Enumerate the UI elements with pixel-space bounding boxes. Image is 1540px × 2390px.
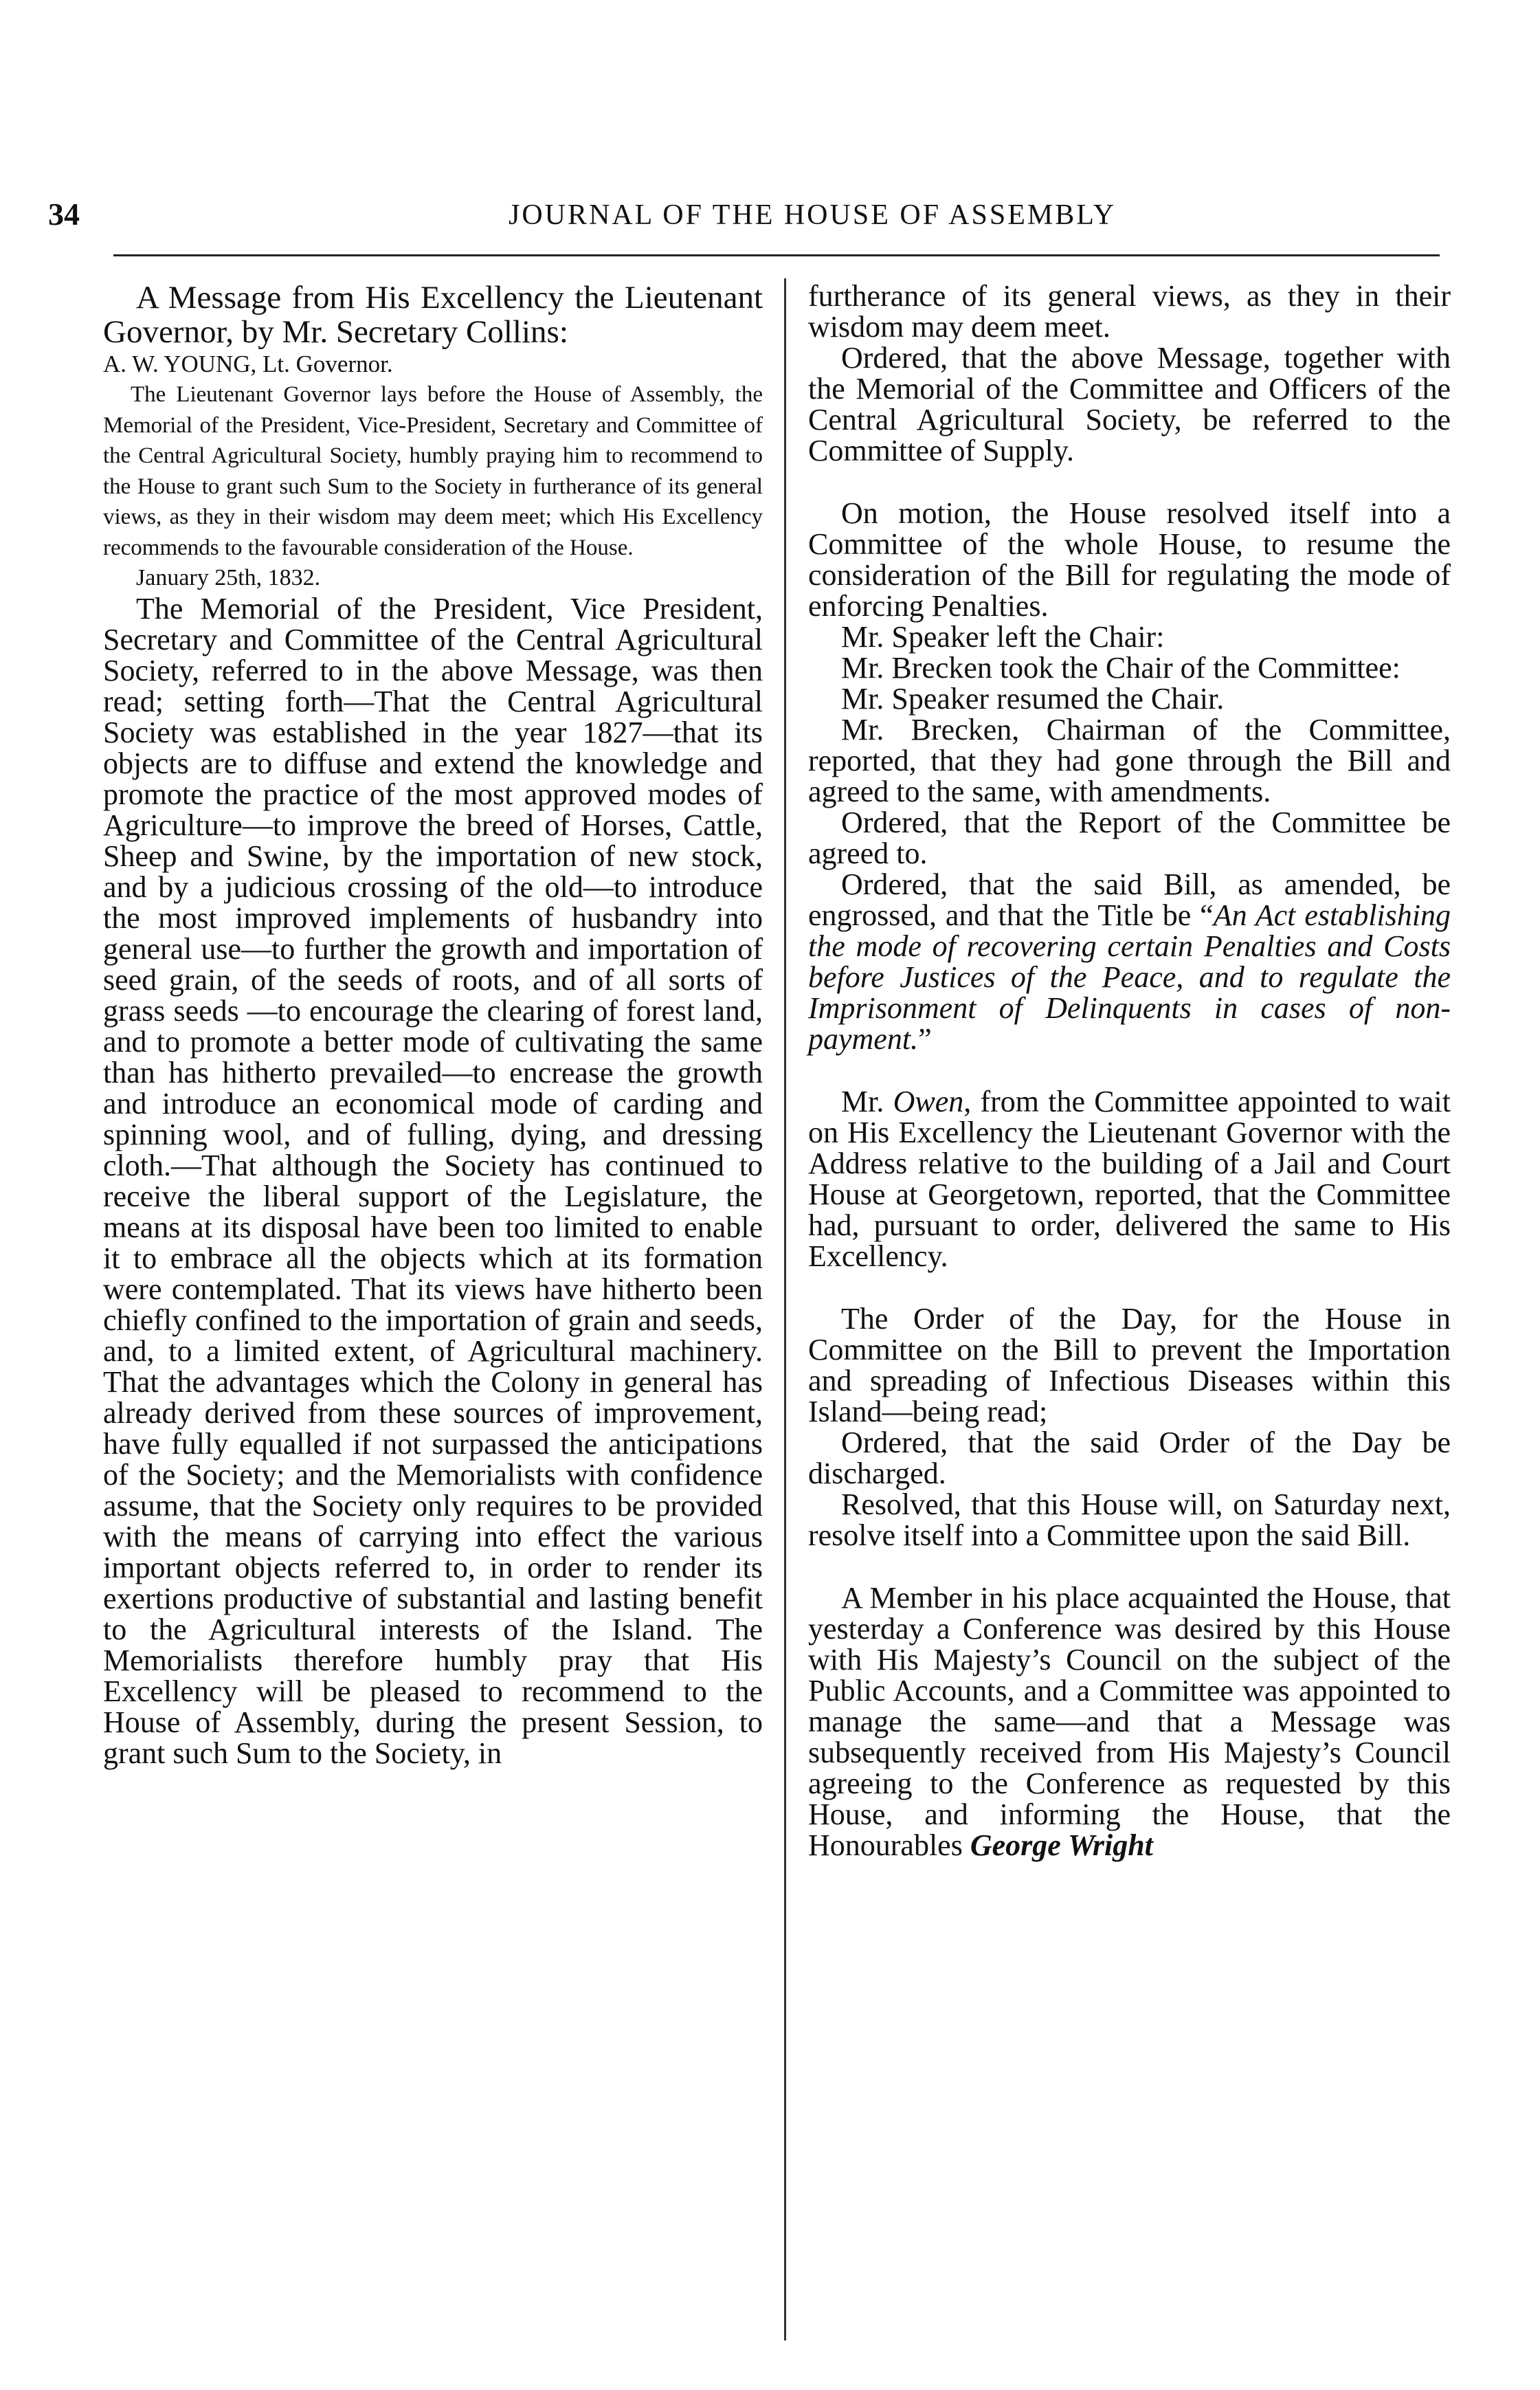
spacer bbox=[808, 1054, 1451, 1086]
owen-name: Owen bbox=[893, 1085, 964, 1118]
paragraph-continuation: furtherance of its general views, as they in their wisdom may deem meet. bbox=[808, 279, 1451, 344]
paragraph-owen-report bbox=[808, 1086, 1451, 1272]
running-head: JOURNAL OF THE HOUSE OF ASSEMBLY bbox=[509, 199, 1117, 231]
message-date: January 25th, 1832. bbox=[136, 565, 321, 590]
conference-names: George Wright bbox=[970, 1828, 1153, 1862]
conference-text: A Member in his place acquainted the House, that yesterday a Conference was desired by this House with His Majesty’s Council on the subject of the Public Accounts, and a Committee was appointed to manage the same—and that a Message was subsequently received from His Majesty’s Council agreeing to the Conference as requested by this House, and informing the House, that the Honourables bbox=[808, 1581, 1451, 1862]
owen-prefix: Mr. bbox=[841, 1085, 893, 1118]
paragraph-ordered-supply: Ordered, that the above Message, together with the Memorial of the Committee and Officers of the Central Agricultural Society, be referred to the Committee of Supply. bbox=[808, 341, 1451, 467]
paragraph-speaker-left: Mr. Speaker left the Chair: bbox=[841, 620, 1165, 654]
header-rule bbox=[113, 254, 1440, 256]
paragraph-report-agreed: Ordered, that the Report of the Committee be agreed to. bbox=[808, 806, 1451, 870]
column-divider bbox=[784, 278, 786, 2341]
spacer bbox=[808, 466, 1451, 498]
governor-signature: A. W. YOUNG, Lt. Governor. bbox=[103, 351, 393, 377]
paragraph-conference bbox=[808, 1582, 1451, 1861]
bill-title-close: ” bbox=[918, 1022, 932, 1056]
paragraph-order-discharged: Ordered, that the said Order of the Day be discharged. bbox=[808, 1426, 1451, 1490]
paragraph-bill-title bbox=[808, 869, 1451, 1054]
left-column bbox=[103, 280, 763, 1769]
owen-text: , from the Committee appointed to wait on His Excellency the Lieutenant Governor with the Address relative to the building of a Jail and Court House at Georgetown, reported, that the Committee had, pursuant to order, delivered the same to His Excellency. bbox=[808, 1085, 1451, 1273]
paragraph-brecken-report: Mr. Brecken, Chairman of the Committee, reported, that they had gone through the Bill and agreed to the same, with amendments. bbox=[808, 713, 1451, 808]
spacer bbox=[808, 1272, 1451, 1303]
paragraph-speaker-resumed: Mr. Speaker resumed the Chair. bbox=[841, 682, 1225, 716]
message-heading: A Message from His Excellency the Lieutenant Governor, by Mr. Secretary Collins: bbox=[103, 280, 763, 350]
paragraph-resolved-saturday: Resolved, that this House will, on Saturday next, resolve itself into a Committee upon the said Bill. bbox=[808, 1487, 1451, 1552]
memorial-text: The Memorial of the President, Vice President, Secretary and Committee of the Central Agricultural Society, referred to in the above Message, was then read; setting forth—That the Central Agricultural Society was established in the year 1827—that its objects are to diffuse and extend the knowledge and promote the practice of the most approved modes of Agriculture—to improve the breed of Horses, Cattle, Sheep and Swine, by the importation of new stock, and by a judicious crossing of the old—to introduce the most improved implements of husbandry into general use—to further the growth and importation of seed grain, of the seeds of roots, and of all sorts of grass seeds —to encourage the clearing of forest land, and to promote a better mode of cultivating the same than has hitherto prevailed—to encrease the growth and introduce an economical mode of carding and spinning wool, and of fulling, dying, and dressing cloth.—That although the Society has continued to receive the liberal support of the Legislature, the means at its disposal have been too limited to enable it to embrace all the objects which at its formation were contemplated. That its views have hitherto been chiefly confined to the importation of grain and seeds, and, to a limited extent, of Agricultural machinery. That the advantages which the Colony in general has already derived from these sources of improvement, have fully equalled if not surpassed the anticipations of the Society; and the Memorialists with confidence assume, that the Society only requires to be provided with the means of carrying into effect the various important objects referred to, in order to render its exertions productive of substantial and lasting benefit to the Agricultural interests of the Island. The Memorialists therefore humbly pray that His Excellency will be pleased to recommend to the House of Assembly, during the present Session, to grant such Sum to the Society, in bbox=[103, 592, 763, 1770]
page-header bbox=[48, 196, 1429, 237]
paragraph-committee-resolve: On motion, the House resolved itself into a Committee of the whole House, to resume the consideration of the Bill for regulating the mode of enforcing Penalties. bbox=[808, 496, 1451, 623]
paragraph-order-of-day: The Order of the Day, for the House in Committee on the Bill to prevent the Importation and spreading of Infectious Diseases within this Island—being read; bbox=[808, 1302, 1451, 1428]
bill-title-lead: Ordered, that the said Bill, as amended, be engrossed, and that the Title be “ bbox=[808, 867, 1451, 932]
page-number: 34 bbox=[48, 197, 80, 232]
spacer bbox=[808, 1551, 1451, 1582]
paragraph-brecken-chair: Mr. Brecken took the Chair of the Committee: bbox=[841, 651, 1400, 685]
message-body: The Lieutenant Governor lays before the House of Assembly, the Memorial of the President, Vice-President, Secretary and Committee of the Central Agricultural Society, humbly praying him to recommend to the House to grant such Sum to the Society in furtherance of its general views, as they in their wisdom may deem meet; which His Excellency recommends to the favourable consideration of the House. bbox=[103, 382, 763, 560]
bill-title: An Act establishing the mode of recovering certain Penalties and Costs before Justices of the Peace, and to regulate the Imprisonment of Delinquents in cases of non-payment. bbox=[808, 898, 1451, 1056]
right-column bbox=[808, 280, 1451, 1861]
